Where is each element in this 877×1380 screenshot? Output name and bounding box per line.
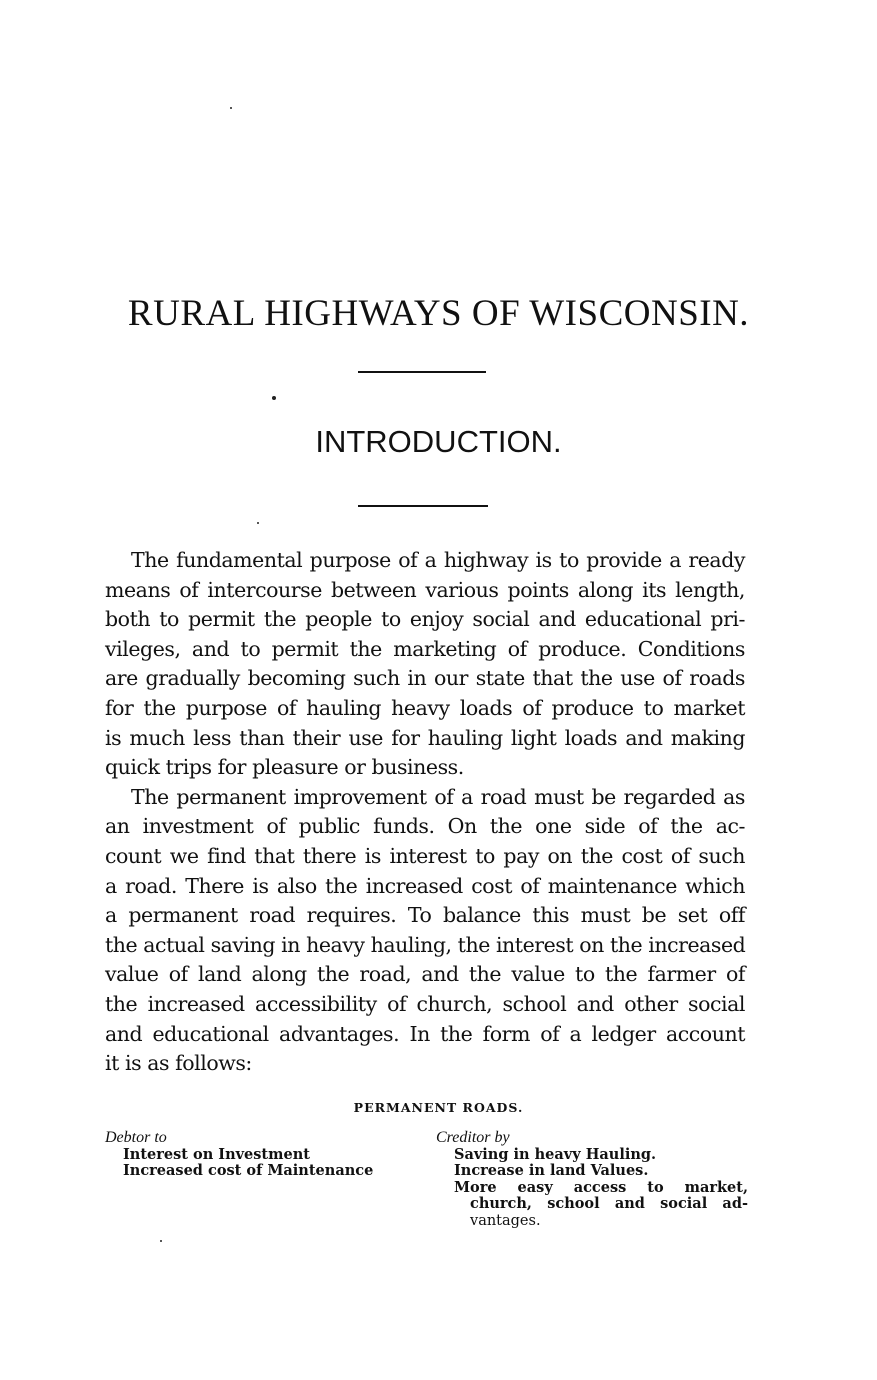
debtor-item: Increased cost of Maintenance [123,1162,374,1179]
creditor-item: More easy access to market, [454,1178,748,1196]
text-line: are gradually becoming such in our state that the use of roads [105,666,745,691]
ledger-heading: PERMANENT ROADS. [353,1100,524,1115]
text-line: quick trips for pleasure or business. [105,755,464,780]
text-line: for the purpose of hauling heavy loads of produce to market [105,695,745,720]
text-line: it is as follows: [105,1051,252,1076]
debtor-item: Interest on Investment [123,1145,310,1163]
text-line: value of land along the road, and the value to the farmer of [105,962,745,987]
text-line: The permanent improvement of a road must be regarded as [131,784,745,809]
paragraph-purpose [105,546,745,783]
page-title: RURAL HIGHWAYS OF WISCONSIN. [127,293,750,334]
text-line: is much less than their use for hauling light loads and making [105,725,745,750]
creditor-item: church, school and social ad- [470,1195,748,1212]
text-line: a permanent road requires. To balance this must be set off [105,903,745,928]
body-text [105,546,745,1079]
text-line: the increased accessibility of church, school and other social [105,991,745,1016]
text-line: and educational advantages. In the form of a ledger account [105,1021,745,1046]
creditor-item: Saving in heavy Hauling. [454,1145,657,1163]
paper-speck [230,107,232,109]
text-line: means of intercourse between various points along its length, [105,577,745,602]
text-line: The fundamental purpose of a highway is to provide a ready [131,548,745,572]
text-line: an investment of public funds. On the one side of the ac- [105,814,745,839]
paragraph-investment [105,783,745,1079]
debtor-heading: Debtor to [105,1129,167,1146]
title-divider [358,371,486,373]
section-heading: INTRODUCTION. [315,424,562,459]
creditor-item: vantages. [470,1212,541,1229]
creditor-heading: Creditor by [436,1129,510,1146]
heading-divider [358,505,488,507]
paper-speck [160,1240,162,1242]
ledger-debtor-column [105,1130,415,1180]
creditor-item: Increase in land Values. [454,1162,649,1179]
text-line: a road. There is also the increased cost of maintenance which [105,873,745,898]
ledger-creditor-column [436,1130,748,1229]
text-line: both to permit the people to enjoy social and educational pri- [105,607,745,632]
paper-speck [272,396,276,400]
text-line: count we find that there is interest to pay on the cost of such [105,843,745,868]
paper-speck [257,522,259,524]
text-line: vileges, and to permit the marketing of produce. Conditions [105,636,745,661]
text-line: the actual saving in heavy hauling, the interest on the increased [105,932,746,957]
